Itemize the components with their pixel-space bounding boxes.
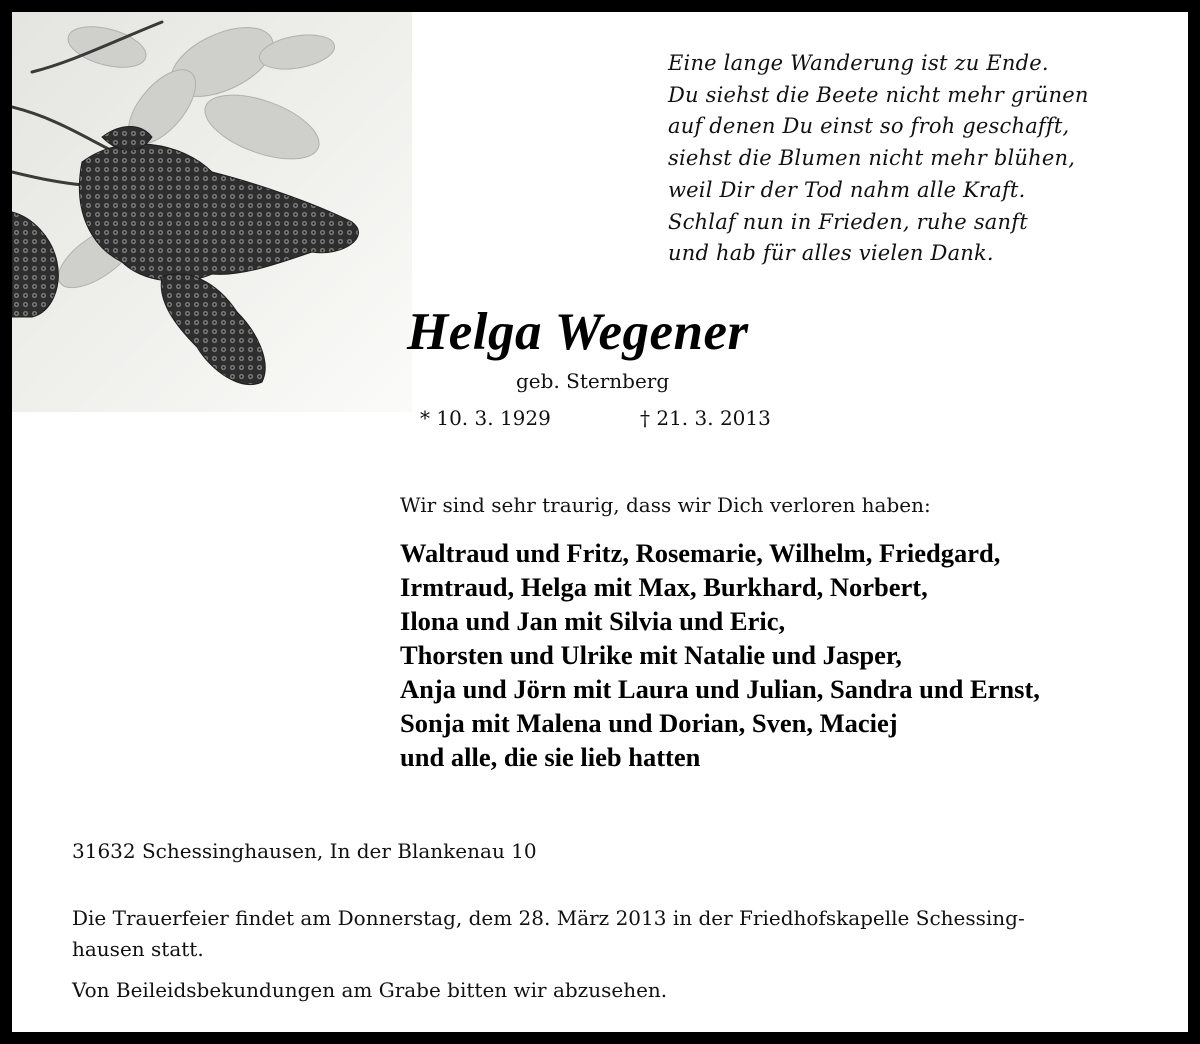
poem-line: weil Dir der Tod nahm alle Kraft.: [668, 177, 1026, 202]
poem-line: und hab für alles vielen Dank.: [668, 241, 994, 266]
poem: [668, 48, 1178, 270]
mourners-line: Thorsten und Ulrike mit Natalie und Jasper,: [400, 640, 902, 670]
mourners-list: [400, 536, 1040, 774]
mourners-line: Ilona und Jan mit Silvia und Eric,: [400, 606, 786, 636]
poem-line: Du siehst die Beete nicht mehr grünen: [668, 82, 1089, 107]
lilac-branch-photo: [12, 12, 412, 412]
mourners-intro: Wir sind sehr traurig, dass wir Dich verloren haben:: [400, 493, 931, 517]
death-date: † 21. 3. 2013: [640, 406, 771, 430]
address: 31632 Schessinghausen, In der Blankenau 10: [72, 839, 537, 863]
maiden-name: geb. Sternberg: [516, 369, 670, 393]
mourners-line: Sonja mit Malena und Dorian, Sven, Maciej: [400, 708, 898, 738]
obituary-card: [12, 12, 1188, 1032]
poem-line: Schlaf nun in Frieden, ruhe sanft: [668, 209, 1028, 234]
condolence-request: Von Beileidsbekundungen am Grabe bitten wir abzusehen.: [72, 978, 668, 1002]
birth-date: * 10. 3. 1929: [420, 406, 551, 430]
service-line: hausen statt.: [72, 937, 204, 961]
mourners-line: Anja und Jörn mit Laura und Julian, Sandra und Ernst,: [400, 674, 1040, 704]
deceased-name: Helga Wegener: [407, 303, 749, 361]
poem-line: Eine lange Wanderung ist zu Ende.: [668, 51, 1049, 75]
funeral-service-notice: [72, 903, 1025, 965]
service-line: Die Trauerfeier findet am Donnerstag, dem 28. März 2013 in der Friedhofskapelle Schessing-: [72, 906, 1025, 930]
mourners-line: Irmtraud, Helga mit Max, Burkhard, Norbert,: [400, 572, 928, 602]
poem-line: siehst die Blumen nicht mehr blühen,: [668, 146, 1076, 171]
mourners-line: Waltraud und Fritz, Rosemarie, Wilhelm, Friedgard,: [400, 538, 1001, 568]
poem-line: auf denen Du einst so froh geschafft,: [668, 114, 1070, 139]
mourners-line: und alle, die sie lieb hatten: [400, 742, 701, 772]
